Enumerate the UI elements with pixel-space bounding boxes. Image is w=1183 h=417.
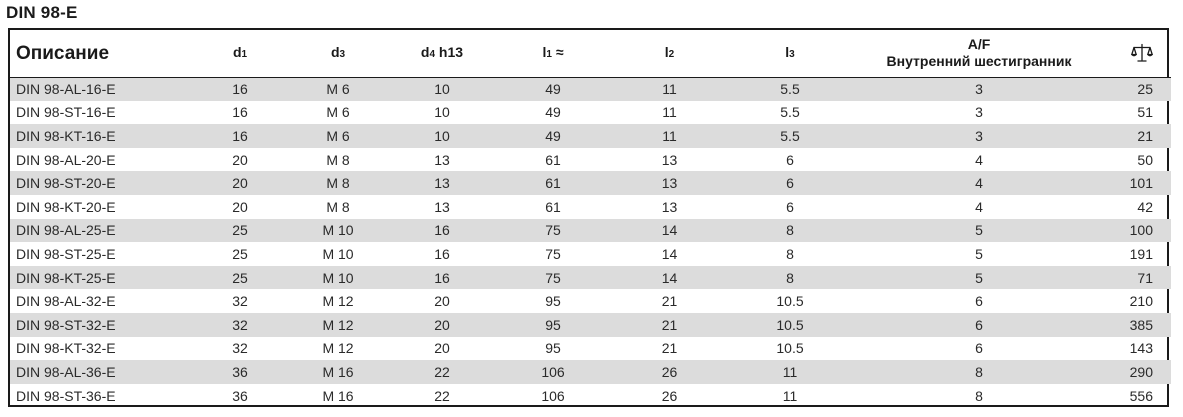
- cell-af: 3: [975, 104, 983, 121]
- cell-af: 5: [975, 222, 983, 239]
- cell-l3: 10.5: [776, 293, 804, 310]
- cell-l2: 11: [662, 81, 677, 98]
- table-body: [10, 77, 1171, 407]
- header-d1-main: d: [232, 43, 242, 60]
- cell-d4: 10: [434, 81, 450, 98]
- cell-l1: 75: [545, 245, 561, 262]
- table-row: [10, 124, 1171, 148]
- cell-d3: M 10: [322, 222, 354, 239]
- table-row: [10, 384, 1171, 408]
- header-d4: [386, 30, 498, 77]
- cell-d4: 22: [434, 363, 450, 380]
- cell-d3: M 16: [322, 363, 354, 380]
- cell-weight: 385: [1129, 316, 1153, 333]
- cell-af: 8: [975, 363, 983, 380]
- cell-l1: 61: [545, 175, 561, 192]
- cell-l1: 95: [545, 340, 561, 357]
- header-d3-sub: 3: [339, 48, 346, 60]
- cell-d1: 20: [232, 198, 248, 215]
- table-row: [10, 266, 1171, 290]
- header-l2-sub: 2: [668, 48, 675, 60]
- cell-af: 4: [975, 198, 983, 215]
- cell-l2: 13: [661, 175, 678, 192]
- cell-description: DIN 98-AL-20-E: [16, 151, 116, 168]
- cell-description: DIN 98-ST-36-E: [16, 387, 116, 404]
- cell-d4: 10: [434, 127, 450, 144]
- table-row: [10, 313, 1171, 337]
- cell-l3: 6: [786, 198, 794, 215]
- cell-description: DIN 98-KT-25-E: [16, 269, 116, 286]
- header-d4-tail: h13: [435, 43, 464, 60]
- table-row: [10, 148, 1171, 172]
- header-af: [849, 30, 1109, 77]
- cell-l3: 6: [786, 175, 794, 192]
- table-row: [10, 195, 1171, 219]
- cell-d4: 22: [434, 387, 450, 404]
- table-row: [10, 360, 1171, 384]
- cell-d4: 20: [434, 340, 450, 357]
- cell-d4: 13: [434, 175, 450, 192]
- cell-d1: 32: [232, 316, 248, 333]
- cell-weight: 51: [1137, 104, 1153, 121]
- cell-d3: M 8: [326, 151, 350, 168]
- cell-d3: M 8: [326, 198, 350, 215]
- table-row: [10, 171, 1171, 195]
- cell-description: DIN 98-ST-25-E: [16, 245, 116, 262]
- cell-d3: M 12: [322, 340, 354, 357]
- cell-af: 5: [975, 269, 983, 286]
- table-row: [10, 77, 1171, 101]
- cell-d3: M 6: [326, 104, 350, 121]
- cell-d1: 20: [232, 151, 248, 168]
- header-l2: [608, 30, 731, 77]
- cell-d4: 13: [434, 198, 450, 215]
- cell-d1: 16: [232, 81, 248, 98]
- cell-l2: 26: [661, 387, 678, 404]
- cell-d3: M 16: [322, 387, 354, 404]
- cell-weight: 556: [1129, 387, 1153, 404]
- cell-l1: 75: [545, 269, 561, 286]
- cell-d4: 10: [434, 104, 450, 121]
- cell-d1: 16: [232, 104, 248, 121]
- header-af-line2: Внутренний шестигранник: [886, 53, 1072, 70]
- header-l3: [731, 30, 849, 77]
- header-description: Описание: [10, 30, 190, 77]
- cell-l2: 13: [661, 151, 678, 168]
- table-row: [10, 337, 1171, 361]
- header-l1-main: l: [542, 43, 547, 60]
- cell-l2: 21: [661, 340, 678, 357]
- header-l1-sub: 1: [546, 48, 552, 60]
- cell-l3: 11: [782, 363, 798, 380]
- cell-description: DIN 98-AL-32-E: [16, 293, 116, 310]
- header-af-line1: A/F: [967, 36, 991, 53]
- header-l2-main: l: [664, 43, 669, 60]
- header-d3-main: d: [330, 43, 340, 60]
- cell-weight: 21: [1137, 127, 1153, 144]
- cell-description: DIN 98-ST-20-E: [16, 175, 116, 192]
- cell-l3: 8: [786, 222, 794, 239]
- cell-d4: 20: [434, 293, 450, 310]
- cell-d1: 36: [232, 363, 248, 380]
- cell-description: DIN 98-AL-36-E: [16, 363, 116, 380]
- cell-l2: 11: [662, 127, 677, 144]
- cell-description: DIN 98-KT-20-E: [16, 198, 116, 215]
- cell-l2: 11: [662, 104, 677, 121]
- cell-l3: 10.5: [776, 340, 804, 357]
- header-l1: [498, 30, 608, 77]
- cell-l3: 10.5: [776, 316, 804, 333]
- cell-l2: 14: [661, 222, 678, 239]
- cell-l3: 11: [782, 387, 798, 404]
- cell-d1: 36: [232, 387, 248, 404]
- spec-table-frame: [8, 28, 1169, 407]
- cell-weight: 25: [1137, 81, 1153, 98]
- cell-l2: 26: [661, 363, 678, 380]
- cell-d3: M 12: [322, 293, 354, 310]
- table-row: [10, 219, 1171, 243]
- cell-d4: 16: [434, 222, 450, 239]
- cell-d1: 25: [232, 269, 248, 286]
- cell-l1: 49: [545, 127, 561, 144]
- cell-l2: 14: [661, 245, 678, 262]
- table-header-row: [10, 30, 1171, 77]
- cell-af: 4: [975, 175, 983, 192]
- cell-d1: 16: [232, 127, 248, 144]
- cell-weight: 191: [1129, 245, 1153, 262]
- cell-l2: 21: [661, 316, 678, 333]
- cell-l3: 5.5: [780, 81, 800, 98]
- cell-l1: 95: [545, 293, 561, 310]
- cell-l3: 8: [786, 245, 794, 262]
- cell-l3: 8: [786, 269, 794, 286]
- cell-weight: 290: [1129, 363, 1153, 380]
- cell-d1: 32: [232, 340, 248, 357]
- cell-description: DIN 98-KT-16-E: [16, 127, 116, 144]
- header-d1: [190, 30, 290, 77]
- page-title: DIN 98-E: [6, 3, 78, 22]
- cell-weight: 143: [1129, 340, 1153, 357]
- cell-weight: 71: [1137, 269, 1153, 286]
- cell-d4: 16: [434, 245, 450, 262]
- header-d1-sub: 1: [241, 48, 248, 60]
- cell-l3: 5.5: [780, 127, 800, 144]
- header-weight: [1109, 30, 1171, 77]
- cell-d3: M 8: [326, 175, 350, 192]
- cell-description: DIN 98-ST-32-E: [16, 316, 116, 333]
- cell-l1: 106: [541, 387, 565, 404]
- cell-d3: M 10: [322, 245, 354, 262]
- cell-d4: 16: [434, 269, 450, 286]
- cell-l2: 13: [661, 198, 678, 215]
- cell-d3: M 12: [322, 316, 354, 333]
- cell-d1: 32: [232, 293, 248, 310]
- cell-d3: M 6: [326, 127, 350, 144]
- table-row: [10, 101, 1171, 125]
- cell-description: DIN 98-ST-16-E: [16, 104, 116, 121]
- cell-l1: 49: [545, 81, 561, 98]
- cell-d1: 20: [232, 175, 248, 192]
- cell-l2: 14: [661, 269, 678, 286]
- cell-d3: M 10: [322, 269, 354, 286]
- cell-d1: 25: [232, 222, 248, 239]
- cell-d4: 13: [434, 151, 450, 168]
- cell-description: DIN 98-AL-25-E: [16, 222, 116, 239]
- header-l1-tail: ≈: [551, 43, 564, 60]
- cell-description: DIN 98-KT-32-E: [16, 340, 116, 357]
- cell-weight: 42: [1137, 198, 1153, 215]
- cell-af: 6: [975, 340, 983, 357]
- cell-af: 5: [975, 245, 983, 262]
- cell-af: 6: [975, 316, 983, 333]
- spec-table: [10, 30, 1171, 407]
- cell-af: 6: [975, 293, 983, 310]
- table-row: [10, 289, 1171, 313]
- cell-l1: 106: [541, 363, 565, 380]
- header-d4-main: d: [420, 43, 430, 60]
- cell-l1: 95: [545, 316, 561, 333]
- cell-l3: 6: [786, 151, 794, 168]
- cell-weight: 100: [1129, 222, 1153, 239]
- cell-af: 8: [975, 387, 983, 404]
- header-d3: [290, 30, 386, 77]
- cell-description: DIN 98-AL-16-E: [16, 81, 116, 98]
- cell-af: 3: [975, 81, 983, 98]
- cell-l3: 5.5: [780, 104, 800, 121]
- cell-l1: 49: [545, 104, 561, 121]
- table-row: [10, 242, 1171, 266]
- cell-af: 3: [975, 127, 983, 144]
- cell-d3: M 6: [326, 81, 350, 98]
- cell-l1: 61: [545, 151, 561, 168]
- cell-l1: 61: [545, 198, 561, 215]
- cell-af: 4: [975, 151, 983, 168]
- header-d4-sub: 4: [429, 48, 436, 60]
- header-l3-main: l: [785, 43, 790, 60]
- cell-weight: 210: [1129, 293, 1153, 310]
- scale-icon: [1131, 43, 1153, 63]
- cell-weight: 50: [1137, 151, 1153, 168]
- cell-d1: 25: [232, 245, 248, 262]
- cell-l1: 75: [545, 222, 561, 239]
- cell-l2: 21: [661, 293, 678, 310]
- cell-weight: 101: [1129, 175, 1153, 192]
- cell-d4: 20: [434, 316, 450, 333]
- header-l3-sub: 3: [789, 48, 795, 60]
